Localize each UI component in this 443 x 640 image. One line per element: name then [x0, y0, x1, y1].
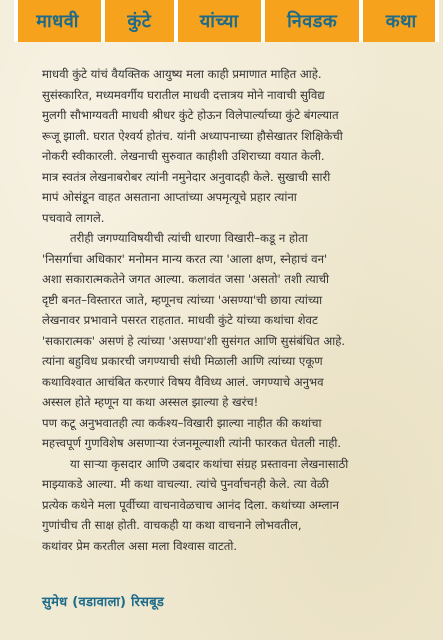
paragraph	[42, 64, 432, 228]
title-word: कथा	[385, 11, 417, 32]
text-line: माझ्याकडे आल्या. मी कथा वाचल्या. त्यांचे पुनर्वाचनही केले. त्या वेळी	[42, 477, 329, 491]
title-word: यांच्या	[178, 0, 265, 42]
title-word: निवडक	[265, 0, 364, 42]
title-word: कुंटे	[105, 0, 177, 42]
text-line: पण कटू अनुभवातही त्या कर्कश्य–विखारी झाल्या नाहीत की कथांचा	[42, 415, 322, 430]
blurb-text	[42, 64, 432, 556]
text-line: दृष्टी बनत–विस्तारत जाते, म्हणूनच त्यांच्या 'असण्या'ची छाया त्यांच्या	[42, 292, 323, 307]
text-line: मापं ओसंडून वाहत असताना आप्तांच्या अपमृत्यूचे प्रहार त्यांना	[42, 190, 297, 204]
text-line: पचवावे लागले.	[42, 210, 105, 225]
text-line: प्रत्येक कथेने मला पूर्वीच्या वाचनावेळचाच आनंद दिला. कथांच्या अम्लान	[42, 497, 339, 512]
title-band	[14, 0, 439, 42]
title-word: माधवी	[14, 0, 105, 42]
text-line: अस्सल होते म्हणून या कथा अस्सल झाल्या हे खरंच!	[42, 395, 259, 409]
paragraph	[42, 228, 432, 454]
text-line: गुणांचीच ती साक्ष होती. वाचकही या कथा वाचनाने लोभवतील,	[42, 518, 302, 532]
text-line: 'निसर्गाचा अधिकार' मनोमन मान्य करत त्या 'आला क्षण, स्नेहाचं वन'	[42, 251, 328, 266]
text-line: लेखनावर प्रभावाने पसरत राहतात. माधवी कुंटे यांच्या कथांचा शेवट	[42, 313, 318, 327]
text-line: कथाविश्वात आचंबित करणारं विषय वैविध्य आलं. जगण्याचे अनुभव	[42, 374, 324, 389]
text-line: रूजू झाली. घरात ऐश्वर्य होतंच. यांनी अध्यापनाच्या हौसेखातर शिक्षिकेची	[42, 128, 343, 143]
text-line: 'सकारात्मक' असणं हे त्यांच्या 'असण्या'शी सुसंगत आणि सुसंबंधित आहे.	[42, 333, 346, 348]
paragraph	[42, 454, 432, 557]
text-line: तरीही जगण्याविषयीची त्यांची धारणा विखारी–कडू न होता	[70, 231, 308, 245]
text-line: सुसंस्कारित, मध्यमवर्गीय घरातील माधवी दत्तात्रय मोने नावाची सुविद्य	[42, 87, 325, 102]
text-line: मुलगी सौभाग्यवती माधवी श्रीधर कुंटे होऊन विलेपार्ल्याच्या कुंटे बंगल्यात	[42, 108, 339, 122]
text-line: अशा सकारात्मकतेने जगत आल्या. कलावंत जसा 'असतो' तशी त्याची	[42, 272, 330, 286]
text-line: मात्र स्वतंत्र लेखनाबरोबर त्यांनी नमुनेदार अनुवादही केले. सुखाची सारी	[42, 169, 331, 184]
text-line: माधवी कुंटे यांचं वैयक्तिक आयुष्य मला काही प्रमाणात माहित आहे.	[42, 67, 322, 81]
author-signature: सुमेध (वडावाला) रिसबूड	[42, 595, 165, 610]
text-line: या साऱ्या कृसदार आणि उबदार कथांचा संग्रह प्रस्तावना लेखनासाठी	[70, 456, 349, 471]
text-line: महत्त्वपूर्ण गुणविशेष असणाऱ्या रंजनमूल्याशी त्यांनी फारकत घेतली नाही.	[42, 436, 342, 450]
text-line: नोकरी स्वीकारली. लेखनाची सुरुवात काहीशी उशिराच्या वयात केली.	[42, 149, 325, 163]
text-line: त्यांना बहुविध प्रकारची जगण्याची संधी मिळाली आणि त्यांच्या एकूण	[42, 354, 323, 368]
text-line: कथांवर प्रेम करतील असा मला विश्वास वाटतो.	[42, 538, 238, 553]
